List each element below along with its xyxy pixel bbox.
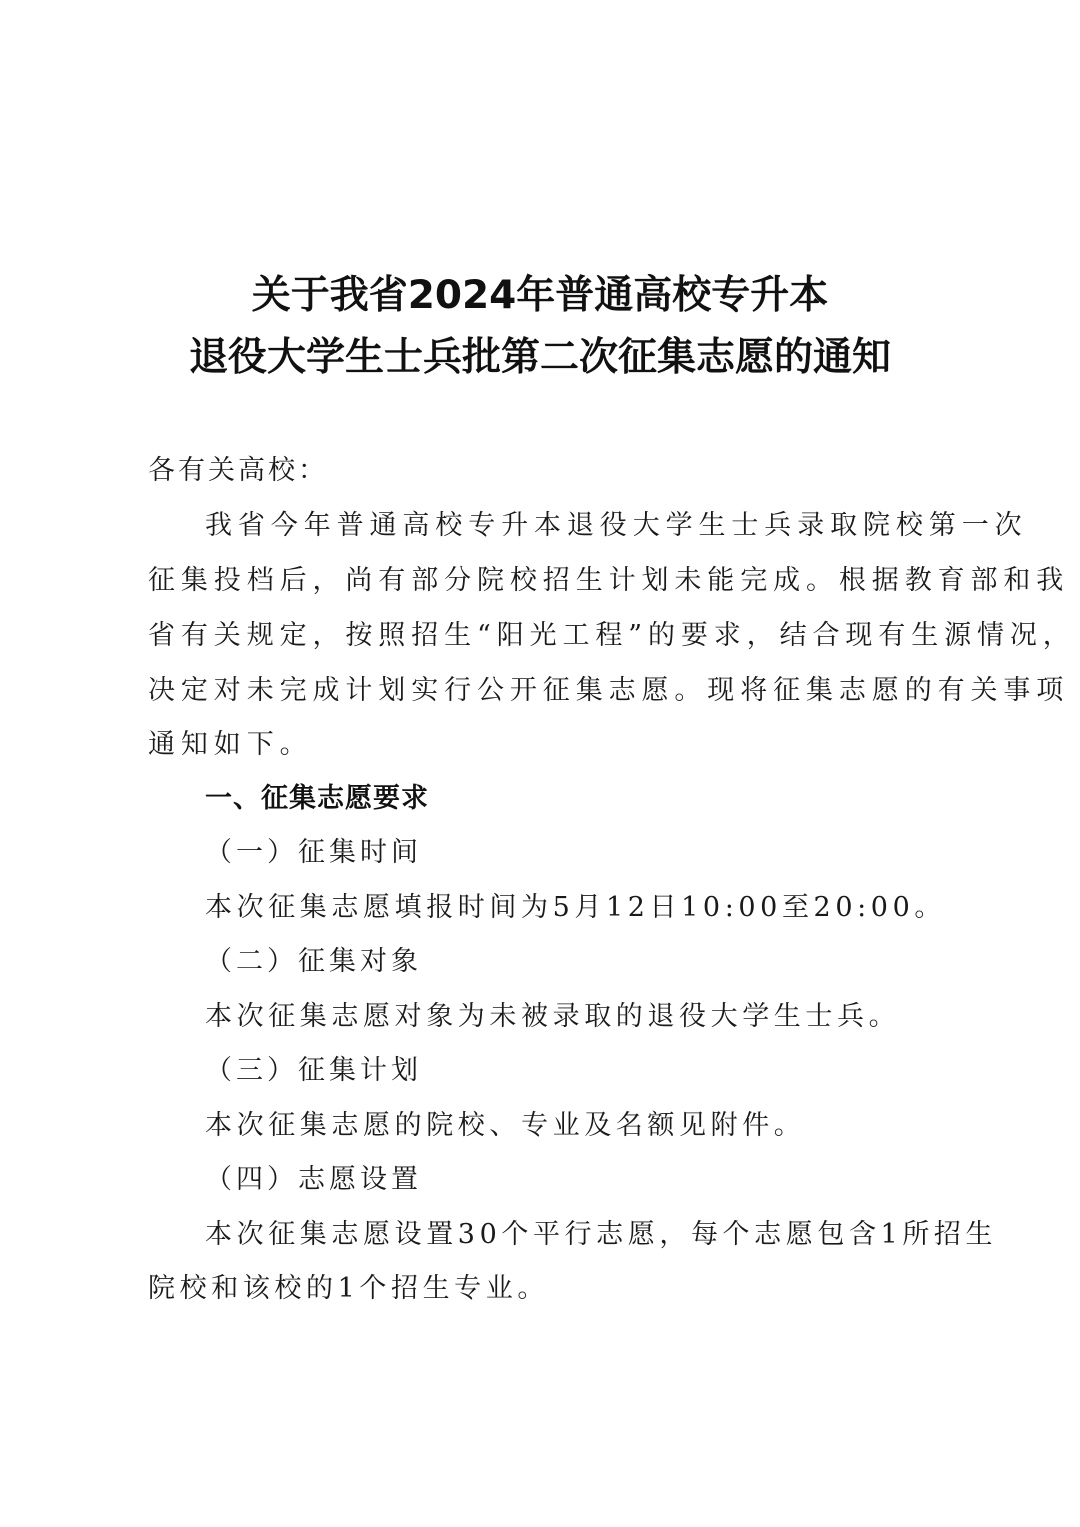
intro-line-4: 决定对未完成计划实行公开征集志愿。现将征集志愿的有关事项	[148, 675, 1070, 706]
subsection-text-time: 本次征集志愿填报时间为5月12日10:00至20:00。	[205, 892, 946, 923]
subsection-label-time: （一）征集时间	[205, 837, 422, 868]
salutation: 各有关高校：	[148, 455, 328, 486]
subsection-text-plan: 本次征集志愿的院校、专业及名额见附件。	[205, 1110, 806, 1141]
subsection-label-settings: （四）志愿设置	[205, 1164, 422, 1195]
subsection-text-settings-line-2: 院校和该校的1个招生专业。	[148, 1273, 549, 1304]
document-title-line-2: 退役大学生士兵批第二次征集志愿的通知	[188, 335, 891, 380]
subsection-label-plan: （三）征集计划	[205, 1055, 422, 1086]
subsection-label-target: （二）征集对象	[205, 946, 422, 977]
subsection-text-target: 本次征集志愿对象为未被录取的退役大学生士兵。	[205, 1001, 901, 1032]
intro-line-5: 通知如下。	[148, 729, 313, 760]
intro-line-2: 征集投档后，尚有部分院校招生计划未能完成。根据教育部和我	[148, 565, 1070, 596]
intro-line-3: 省有关规定，按照招生“阳光工程”的要求，结合现有生源情况，	[148, 620, 1076, 651]
document-title-line-1: 关于我省2024年普通高校专升本	[251, 273, 829, 318]
section-heading-requirements: 一、征集志愿要求	[205, 783, 429, 814]
intro-line-1: 我省今年普通高校专升本退役大学生士兵录取院校第一次	[205, 510, 1028, 541]
subsection-text-settings-line-1: 本次征集志愿设置30个平行志愿，每个志愿包含1所招生	[205, 1219, 998, 1250]
